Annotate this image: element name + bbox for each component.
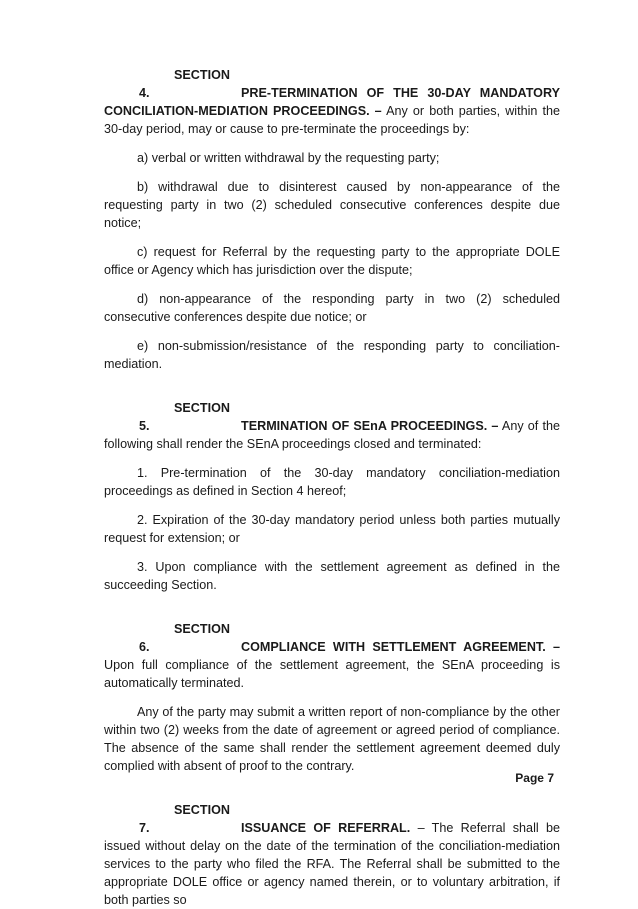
section-6-heading <box>104 620 560 692</box>
section-number: SECTION 4. <box>139 68 230 100</box>
list-item: 3. Upon compliance with the settlement agreement as defined in the succeeding Section. <box>104 560 560 592</box>
list-item: e) non-submission/resistance of the responding party to conciliation-mediation. <box>104 339 560 371</box>
section-number: SECTION 7. <box>139 803 230 835</box>
page-number: Page 7 <box>515 771 554 785</box>
section-number: SECTION 6. <box>139 622 230 654</box>
document-page <box>104 66 560 909</box>
section-title: TERMINATION OF SEnA PROCEEDINGS. – <box>241 419 499 433</box>
section-intro: – The Referral shall be issued without delay on the date of the termination of the conciliation-mediation services to the party who filed the RFA. The Referral shall be submitted to the appropriate DOLE office or agency named therein, or to voluntary arbitration, if both parties so <box>104 821 560 907</box>
list-item: 2. Expiration of the 30-day mandatory period unless both parties mutually request for extension; or <box>104 513 560 545</box>
list-item: b) withdrawal due to disinterest caused by non-appearance of the requesting party in two (2) scheduled consecutive conferences despite due notice; <box>104 180 560 230</box>
section-7-heading <box>104 801 560 909</box>
list-item: a) verbal or written withdrawal by the requesting party; <box>137 151 440 165</box>
section-4-heading <box>104 66 560 138</box>
section-title: ISSUANCE OF REFERRAL. <box>241 821 411 835</box>
list-item: d) non-appearance of the responding party in two (2) scheduled consecutive conferences despite due notice; or <box>104 292 560 324</box>
section-intro: Any or both parties, within the 30-day period, may or cause to pre-terminate the proceedings by: <box>104 104 560 136</box>
section-title: COMPLIANCE WITH SETTLEMENT AGREEMENT. – <box>241 640 560 654</box>
section-number: SECTION 5. <box>139 401 230 433</box>
section-intro: Any of the following shall render the SEnA proceedings closed and terminated: <box>104 419 560 451</box>
section-intro: Upon full compliance of the settlement agreement, the SEnA proceeding is automatically terminated. <box>104 658 560 690</box>
list-item: 1. Pre-termination of the 30-day mandatory conciliation-mediation proceedings as defined in Section 4 hereof; <box>104 466 560 498</box>
section-title: PRE-TERMINATION OF THE 30-DAY MANDATORY CONCILIATION-MEDIATION PROCEEDINGS. – <box>104 86 560 118</box>
section-5-heading <box>104 399 560 453</box>
list-item: c) request for Referral by the requesting party to the appropriate DOLE office or Agency which has jurisdiction over the dispute; <box>104 245 560 277</box>
paragraph: Any of the party may submit a written report of non-compliance by the other within two (2) weeks from the date of agreement or agreed period of compliance. The absence of the same shall render the settlement agreement deemed duly complied with absent of proof to the contrary. <box>104 705 560 773</box>
